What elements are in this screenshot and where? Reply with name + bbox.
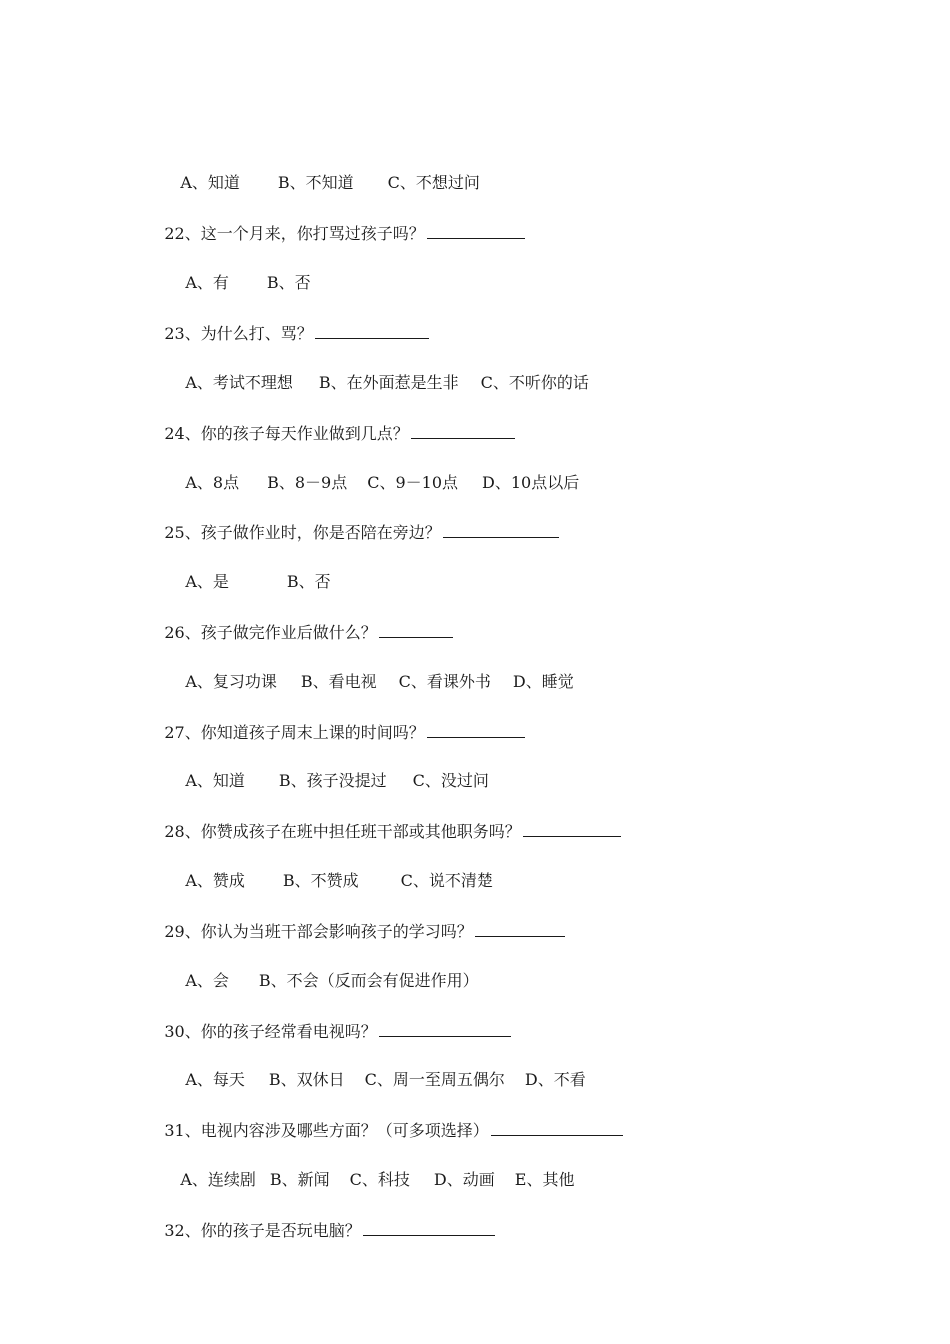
option-31-a: A、连续剧 xyxy=(180,1170,256,1189)
option-21-c: C、不想过问 xyxy=(387,173,480,192)
answer-blank-22[interactable] xyxy=(427,222,525,239)
answer-blank-26[interactable] xyxy=(379,621,453,638)
question-22-text: 22、这一个月来，你打骂过孩子吗？ xyxy=(164,224,425,243)
option-24-d: D、10点以后 xyxy=(482,473,580,492)
option-26-c: C、看课外书 xyxy=(398,672,491,691)
question-25-text: 25、孩子做作业时，你是否陪在旁边？ xyxy=(164,523,441,542)
option-29-a: A、会 xyxy=(185,971,229,990)
answer-blank-25[interactable] xyxy=(443,521,559,538)
option-27-a: A、知道 xyxy=(185,771,245,790)
option-25-b: B、否 xyxy=(286,572,331,591)
option-21-b: B、不知道 xyxy=(277,173,354,192)
answer-blank-29[interactable] xyxy=(475,920,565,937)
option-25-a: A、是 xyxy=(185,572,229,591)
question-30-text: 30、你的孩子经常看电视吗？ xyxy=(164,1022,377,1041)
option-21-a: A、知道 xyxy=(180,173,240,192)
option-26-d: D、睡觉 xyxy=(512,672,574,691)
option-31-e: E、其他 xyxy=(514,1170,575,1189)
question-29-text: 29、你认为当班干部会影响孩子的学习吗？ xyxy=(164,922,473,941)
question-28-text: 28、你赞成孩子在班中担任班干部或其他职务吗？ xyxy=(164,822,521,841)
option-27-b: B、孩子没提过 xyxy=(278,771,387,790)
option-24-b: B、8－9点 xyxy=(267,473,348,492)
option-30-a: A、每天 xyxy=(185,1070,245,1089)
option-31-c: C、科技 xyxy=(349,1170,410,1189)
question-23-text: 23、为什么打、骂？ xyxy=(164,324,313,343)
option-30-d: D、不看 xyxy=(524,1070,586,1089)
option-28-a: A、赞成 xyxy=(185,871,245,890)
question-24-text: 24、你的孩子每天作业做到几点？ xyxy=(164,424,409,443)
question-26-text: 26、孩子做完作业后做什么？ xyxy=(164,623,377,642)
option-28-b: B、不赞成 xyxy=(282,871,359,890)
option-26-b: B、看电视 xyxy=(300,672,377,691)
option-23-a: A、考试不理想 xyxy=(185,373,293,392)
answer-blank-32[interactable] xyxy=(363,1219,495,1236)
answer-blank-24[interactable] xyxy=(411,422,515,439)
option-31-b: B、新闻 xyxy=(269,1170,330,1189)
option-29-b: B、不会（反而会有促进作用） xyxy=(258,971,479,990)
question-32-text: 32、你的孩子是否玩电脑？ xyxy=(164,1221,361,1240)
option-30-c: C、周一至周五偶尔 xyxy=(364,1070,505,1089)
option-31-d: D、动画 xyxy=(433,1170,495,1189)
answer-blank-30[interactable] xyxy=(379,1020,511,1037)
option-26-a: A、复习功课 xyxy=(185,672,277,691)
question-31-text: 31、电视内容涉及哪些方面？（可多项选择） xyxy=(164,1121,489,1140)
option-22-b: B、否 xyxy=(266,273,311,292)
answer-blank-31[interactable] xyxy=(491,1119,623,1136)
option-24-c: C、9－10点 xyxy=(367,473,459,492)
answer-blank-27[interactable] xyxy=(427,721,525,738)
option-23-c: C、不听你的话 xyxy=(480,373,589,392)
option-27-c: C、没过问 xyxy=(412,771,489,790)
option-28-c: C、说不清楚 xyxy=(400,871,493,890)
answer-blank-28[interactable] xyxy=(523,820,621,837)
option-23-b: B、在外面惹是生非 xyxy=(318,373,459,392)
option-24-a: A、8点 xyxy=(185,473,240,492)
question-32 xyxy=(144,1197,495,1264)
option-30-b: B、双休日 xyxy=(268,1070,345,1089)
option-22-a: A、有 xyxy=(185,273,229,292)
answer-blank-23[interactable] xyxy=(315,322,429,339)
question-27-text: 27、你知道孩子周末上课的时间吗？ xyxy=(164,723,425,742)
